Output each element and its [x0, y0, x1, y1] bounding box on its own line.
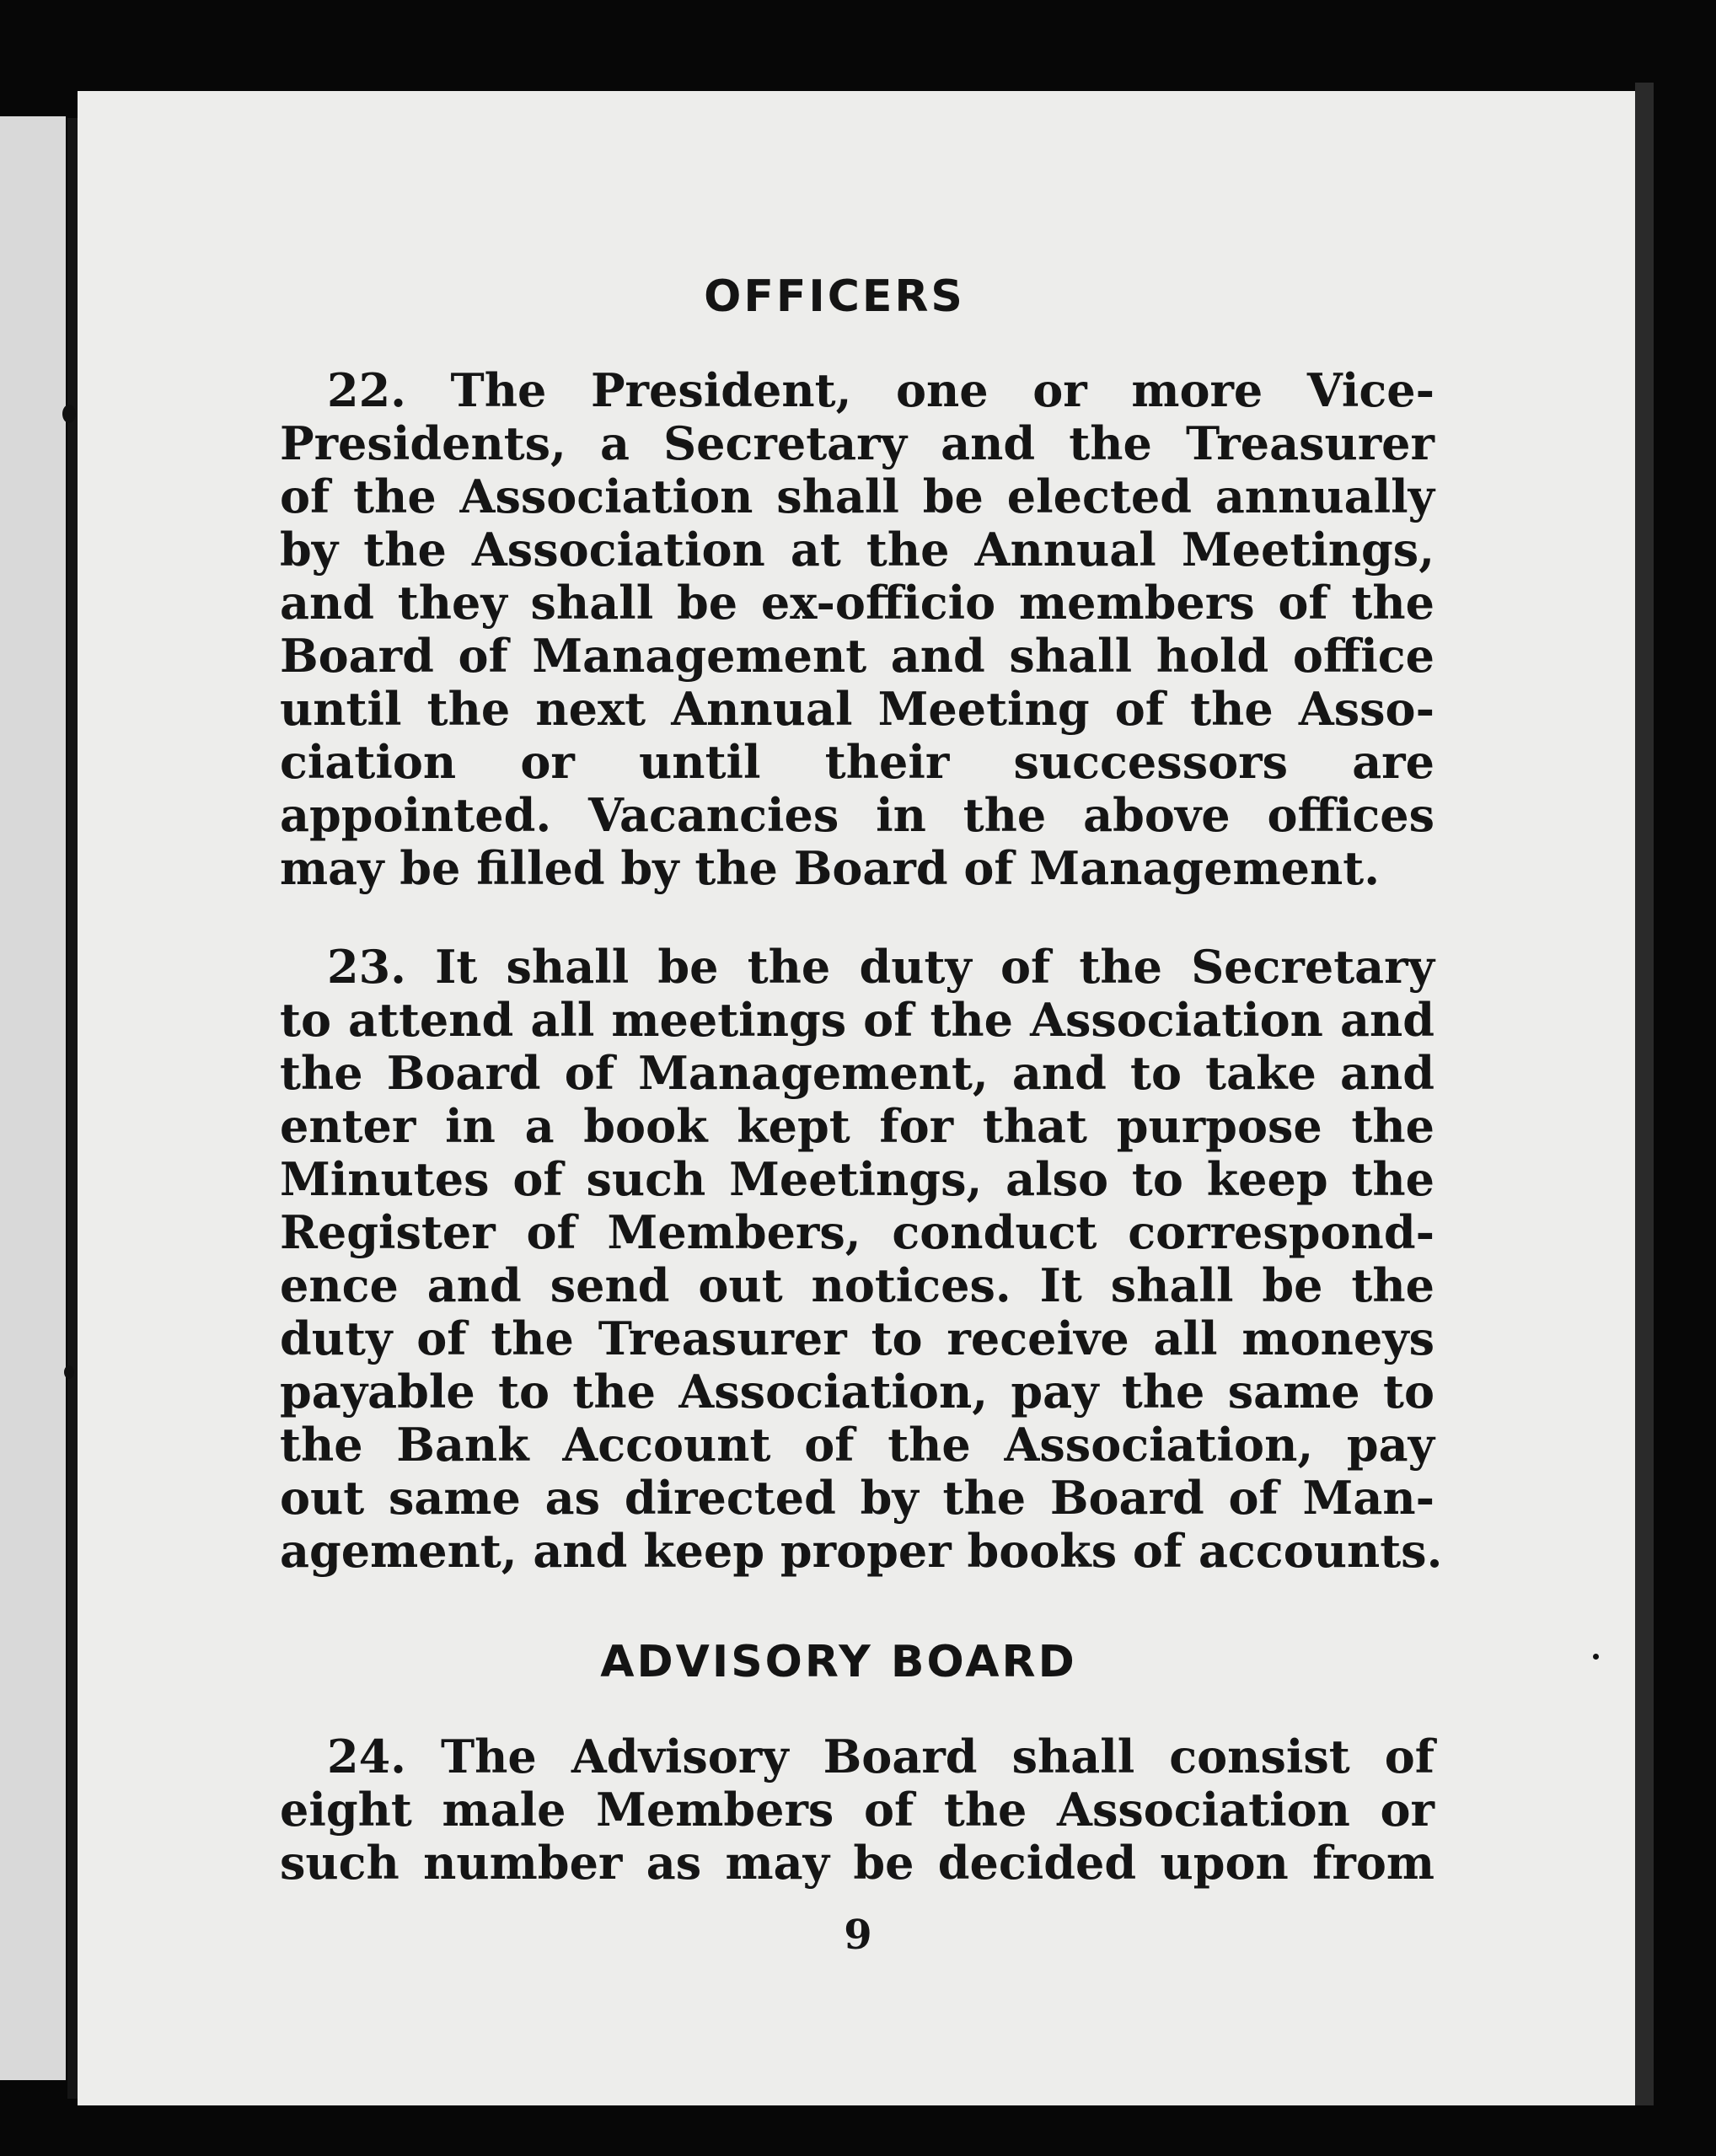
text-line: until the next Annual Meeting of the Asso- [280, 682, 1434, 736]
text-line: the Bank Account of the Association, pay [280, 1418, 1434, 1472]
scan-mark [62, 405, 76, 423]
paragraph-23 [280, 940, 1443, 1578]
text-line: enter in a book kept for that purpose the [280, 1099, 1434, 1153]
text-line: to attend all meetings of the Association and [280, 993, 1434, 1047]
page-number: 9 [844, 1912, 872, 1959]
text-line: the Board of Management, and to take and [280, 1046, 1434, 1100]
text-line: payable to the Association, pay the same to [280, 1365, 1434, 1419]
left-page-edge [0, 116, 66, 2080]
text-line: such number as may be decided upon from [280, 1836, 1434, 1890]
text-line: by the Association at the Annual Meetings, [280, 523, 1434, 577]
text-line: 23. It shall be the duty of the Secretary [327, 940, 1434, 994]
text-line: 22. The President, one or more Vice- [327, 363, 1434, 417]
paragraph-22 [280, 364, 1434, 895]
scan-mark [64, 1365, 74, 1379]
text-line: may be filled by the Board of Management. [280, 841, 1381, 895]
text-line: and they shall be ex-officio members of the [280, 576, 1434, 630]
text-line: out same as directed by the Board of Man- [280, 1471, 1434, 1525]
text-line: Register of Members, conduct correspond- [280, 1205, 1434, 1259]
text-line: ence and send out notices. It shall be the [280, 1258, 1434, 1312]
text-line: agement, and keep proper books of accounts. [280, 1524, 1443, 1578]
text-line: 24. The Advisory Board shall consist of [327, 1730, 1434, 1783]
text-line: duty of the Treasurer to receive all moneys [280, 1311, 1434, 1365]
text-line: appointed. Vacancies in the above offices [280, 788, 1434, 842]
text-line: Board of Management and shall hold office [280, 629, 1434, 683]
text-line: Presidents, a Secretary and the Treasurer [280, 416, 1434, 470]
text-line: eight male Members of the Association or [280, 1783, 1434, 1837]
text-line: Minutes of such Meetings, also to keep the [280, 1152, 1434, 1206]
text-line: of the Association shall be elected annually [280, 469, 1434, 523]
paragraph-24 [280, 1730, 1434, 1890]
page-edge-shadow [1635, 83, 1654, 2105]
text-line: ciation or until their successors are [280, 735, 1434, 789]
section-heading-officers: OFFICERS [704, 271, 965, 322]
section-heading-advisory-board: ADVISORY BOARD [600, 1637, 1077, 1687]
